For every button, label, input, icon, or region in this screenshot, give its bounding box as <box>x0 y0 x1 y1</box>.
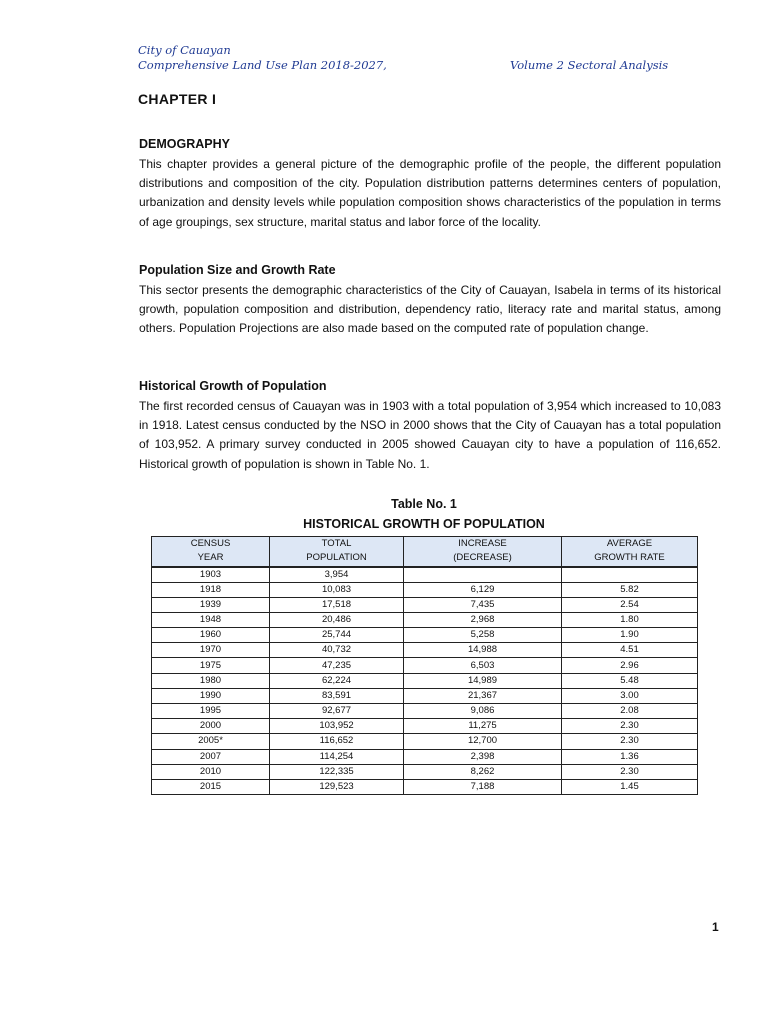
cell-population: 103,952 <box>270 719 404 734</box>
cell-growth-rate: 1.90 <box>562 628 698 643</box>
cell-growth-rate: 3.00 <box>562 688 698 703</box>
cell-growth-rate: 2.54 <box>562 597 698 612</box>
cell-increase: 11,275 <box>404 719 562 734</box>
historical-growth-paragraph: The first recorded census of Cauayan was in 1903 with a total population of 3,954 which increased to 10,083 in 1918. Latest census conducted by the NSO in 2000 shows that the City of Cauayan has a total population of 103,952. A primary survey conducted in 2005 showed Cauayan city to have a population of 116,652. Historical growth of population is shown in Table No. 1. <box>139 399 721 471</box>
cell-population: 122,335 <box>270 764 404 779</box>
table-row <box>152 704 698 719</box>
cell-population: 47,235 <box>270 658 404 673</box>
demography-heading: DEMOGRAPHY <box>139 137 230 151</box>
cell-increase: 2,968 <box>404 612 562 627</box>
cell-growth-rate: 2.30 <box>562 734 698 749</box>
cell-increase: 14,988 <box>404 643 562 658</box>
historical-growth-heading: Historical Growth of Population <box>139 379 327 393</box>
cell-population: 129,523 <box>270 779 404 794</box>
table-number: Table No. 1 <box>391 497 457 511</box>
population-size-paragraph: This sector presents the demographic characteristics of the City of Cauayan, Isabela in terms of its historical growth, population composition and distribution, dependency ratio, literacy rate and marital status, among others. Population Projections are also made based on the computed rate of population change. <box>139 283 721 336</box>
cell-population: 25,744 <box>270 628 404 643</box>
cell-growth-rate: 1.36 <box>562 749 698 764</box>
cell-growth-rate: 5.82 <box>562 582 698 597</box>
table-row <box>152 764 698 779</box>
cell-growth-rate: 2.30 <box>562 719 698 734</box>
table-row <box>152 749 698 764</box>
table-row <box>152 612 698 627</box>
cell-population: 20,486 <box>270 612 404 627</box>
cell-population: 10,083 <box>270 582 404 597</box>
cell-growth-rate: 2.30 <box>562 764 698 779</box>
cell-increase: 6,129 <box>404 582 562 597</box>
cell-population: 83,591 <box>270 688 404 703</box>
header-row <box>138 58 678 73</box>
cell-population: 17,518 <box>270 597 404 612</box>
table-row <box>152 719 698 734</box>
cell-increase: 5,258 <box>404 628 562 643</box>
cell-year: 1918 <box>152 582 270 597</box>
header-volume: Volume 2 Sectoral Analysis <box>510 58 669 72</box>
table-row <box>152 597 698 612</box>
cell-year: 1939 <box>152 597 270 612</box>
page-header <box>138 43 678 73</box>
cell-year: 2005* <box>152 734 270 749</box>
cell-year: 2000 <box>152 719 270 734</box>
table-row <box>152 567 698 583</box>
table-row <box>152 734 698 749</box>
table-row <box>152 779 698 794</box>
cell-growth-rate: 1.80 <box>562 612 698 627</box>
chapter-title: CHAPTER I <box>138 91 217 107</box>
cell-year: 1948 <box>152 612 270 627</box>
table-row <box>152 582 698 597</box>
cell-increase: 6,503 <box>404 658 562 673</box>
table-row <box>152 628 698 643</box>
header-city: City of Cauayan <box>138 43 231 57</box>
cell-increase: 9,086 <box>404 704 562 719</box>
cell-increase: 7,435 <box>404 597 562 612</box>
table-row <box>152 643 698 658</box>
col-increase: INCREASE (DECREASE) <box>404 537 562 567</box>
col-census-year: CENSUS YEAR <box>152 537 270 567</box>
cell-increase: 7,188 <box>404 779 562 794</box>
table-header-row <box>152 537 698 567</box>
page-number: 1 <box>712 920 719 934</box>
table-row <box>152 688 698 703</box>
cell-increase: 8,262 <box>404 764 562 779</box>
cell-population: 62,224 <box>270 673 404 688</box>
cell-year: 1995 <box>152 704 270 719</box>
cell-year: 2007 <box>152 749 270 764</box>
cell-increase: 12,700 <box>404 734 562 749</box>
cell-increase: 14,989 <box>404 673 562 688</box>
table-row <box>152 673 698 688</box>
cell-growth-rate: 1.45 <box>562 779 698 794</box>
col-total-population: TOTAL POPULATION <box>270 537 404 567</box>
cell-increase: 2,398 <box>404 749 562 764</box>
cell-growth-rate: 4.51 <box>562 643 698 658</box>
col-growth-rate: AVERAGE GROWTH RATE <box>562 537 698 567</box>
cell-population: 114,254 <box>270 749 404 764</box>
cell-population: 3,954 <box>270 567 404 583</box>
cell-growth-rate: 2.96 <box>562 658 698 673</box>
cell-population: 116,652 <box>270 734 404 749</box>
cell-year: 1903 <box>152 567 270 583</box>
cell-population: 92,677 <box>270 704 404 719</box>
cell-growth-rate <box>562 567 698 583</box>
cell-year: 1960 <box>152 628 270 643</box>
cell-year: 1990 <box>152 688 270 703</box>
table-row <box>152 658 698 673</box>
cell-year: 2015 <box>152 779 270 794</box>
cell-increase <box>404 567 562 583</box>
header-plan: Comprehensive Land Use Plan 2018-2027, <box>138 58 387 72</box>
cell-year: 2010 <box>152 764 270 779</box>
population-size-heading: Population Size and Growth Rate <box>139 263 336 277</box>
cell-year: 1980 <box>152 673 270 688</box>
cell-increase: 21,367 <box>404 688 562 703</box>
cell-year: 1975 <box>152 658 270 673</box>
cell-population: 40,732 <box>270 643 404 658</box>
cell-growth-rate: 5.48 <box>562 673 698 688</box>
demography-paragraph: This chapter provides a general picture of the demographic profile of the people, the different population distributions and composition of the city. Population distribution patterns determines centers of population, urbanization and density levels while population composition shows characteristics of the population in terms of age groupings, sex structure, marital status and labor force of the locality. <box>139 157 721 229</box>
population-table <box>151 536 698 795</box>
cell-year: 1970 <box>152 643 270 658</box>
table-title: HISTORICAL GROWTH OF POPULATION <box>303 517 545 531</box>
cell-growth-rate: 2.08 <box>562 704 698 719</box>
